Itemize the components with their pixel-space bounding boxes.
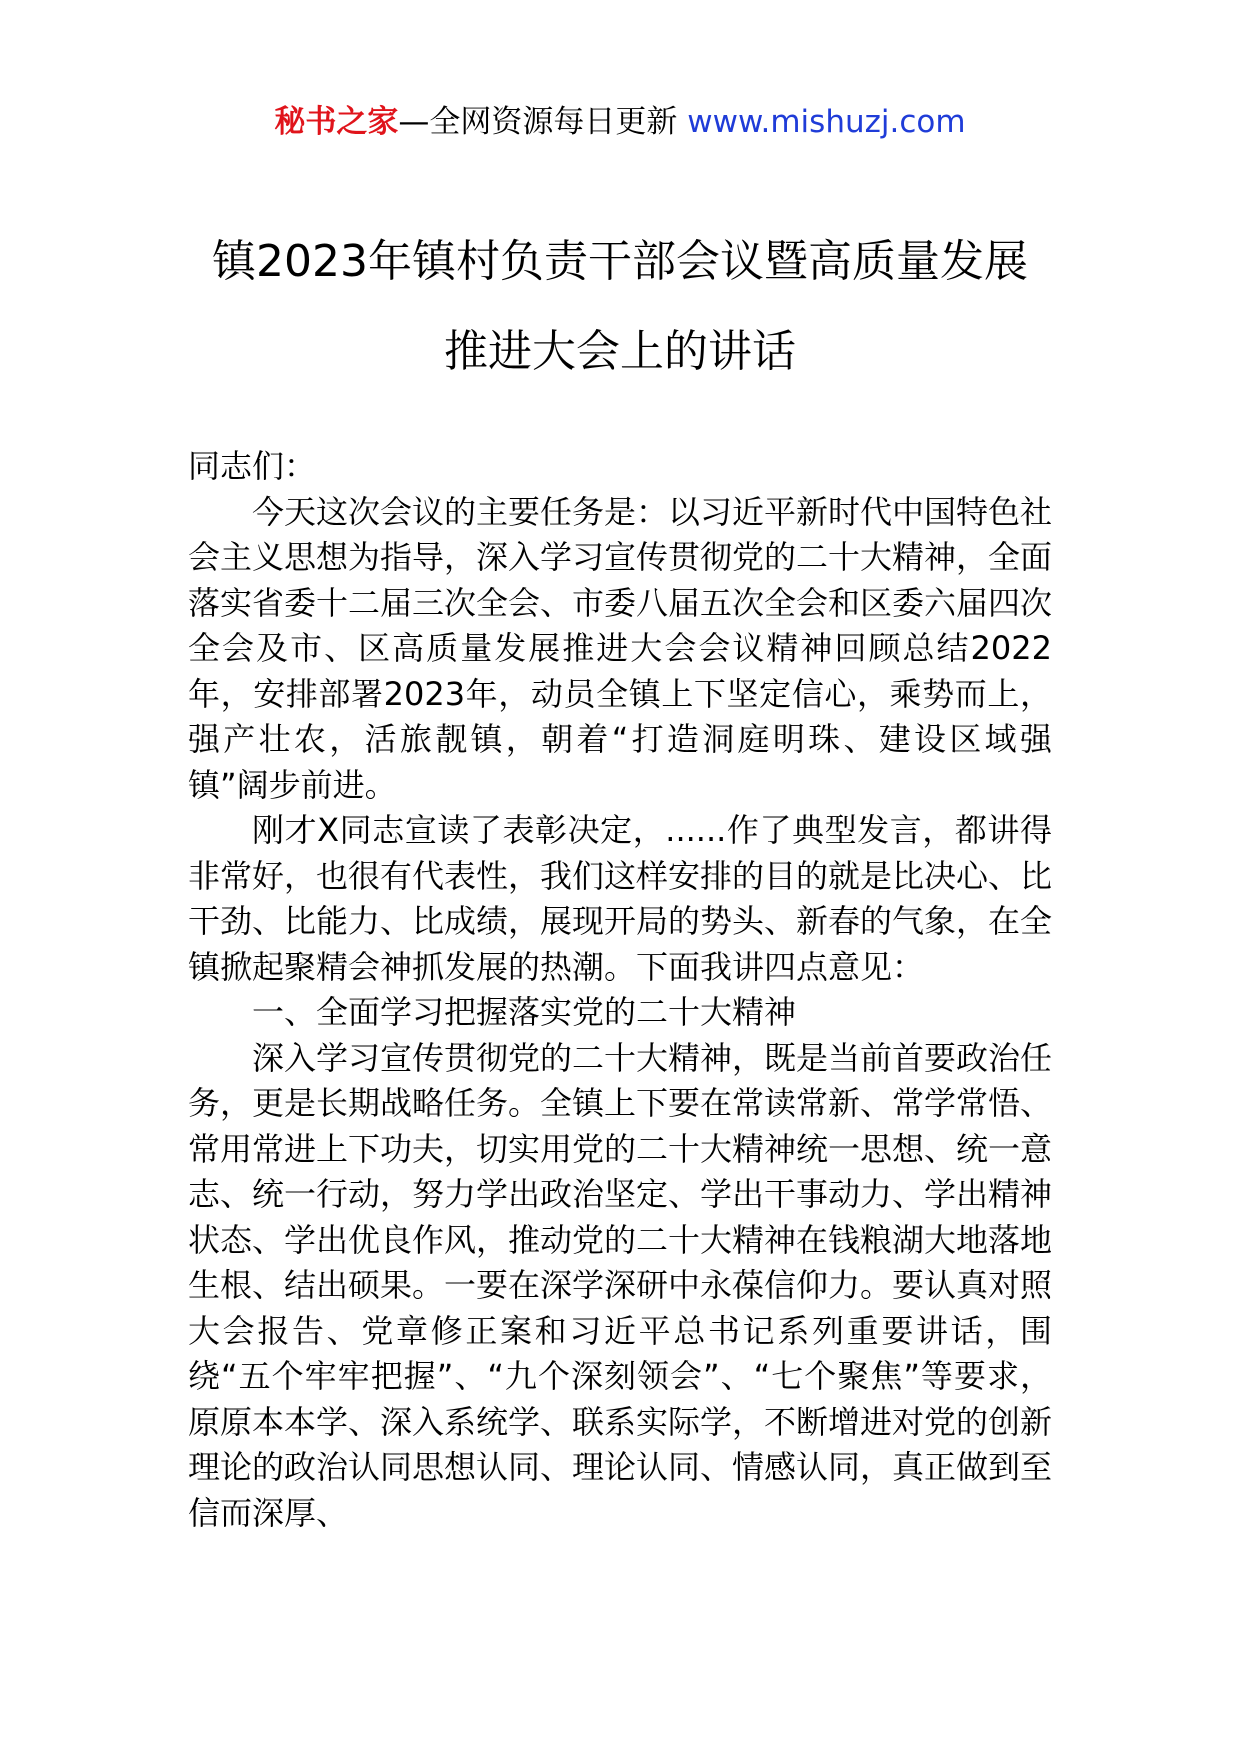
site-header-banner (0, 102, 1240, 142)
document-title-line-1: 镇2023年镇村负责干部会议暨高质量发展 (212, 236, 1028, 287)
body-paragraph: 深入学习宣传贯彻党的二十大精神，既是当前首要政治任务，更是长期战略任务。全镇上下要在常读常新、常学常悟、常用常进上下功夫，切实用党的二十大精神统一思想、统一意志、统一行动，努力学出政治坚定、学出干事动力、学出精神状态、学出优良作风，推动党的二十大精神在钱粮湖大地落地生根、结出硕果。一要在深学深研中永葆信仰力。要认真对照大会报告、党章修正案和习近平总书记系列重要讲话，围绕“五个牢牢把握”、“九个深刻领会”、“七个聚焦”等要求，原原本本学、深入系统学、联系实际学，不断增进对党的创新理论的政治认同思想认同、理论认同、情感认同，真正做到至信而深厚、 (188, 1038, 1053, 1532)
document-title-line-2: 推进大会上的讲话 (444, 326, 796, 377)
document-body (188, 444, 1052, 1536)
body-paragraph: 今天这次会议的主要任务是：以习近平新时代中国特色社会主义思想为指导，深入学习宣传贯彻党的二十大精神，全面落实省委十二届三次全会、市委八届五次全会和区委六届四次全会及市、区高质量发展推进大会会议精神回顾总结2022年，安排部署2023年，动员全镇上下坚定信心，乘势而上，强产壮农，活旅靓镇，朝着“打造洞庭明珠、建设区域强镇”阔步前进。 (188, 492, 1053, 804)
header-slogan: —全网资源每日更新 (398, 104, 678, 140)
body-paragraph: 刚才X同志宣读了表彰决定，......作了典型发言，都讲得非常好，也很有代表性，我们这样安排的目的就是比决心、比干劲、比能力、比成绩，展现开局的势头、新春的气象，在全镇掀起聚精会神抓发展的热潮。下面我讲四点意见： (188, 811, 1053, 986)
site-url-link[interactable]: www.mishuzj.com (687, 104, 966, 140)
salutation: 同志们： (188, 447, 317, 485)
section-heading: 一、全面学习把握落实党的二十大精神 (252, 993, 797, 1031)
brand-name: 秘书之家 (274, 104, 399, 140)
